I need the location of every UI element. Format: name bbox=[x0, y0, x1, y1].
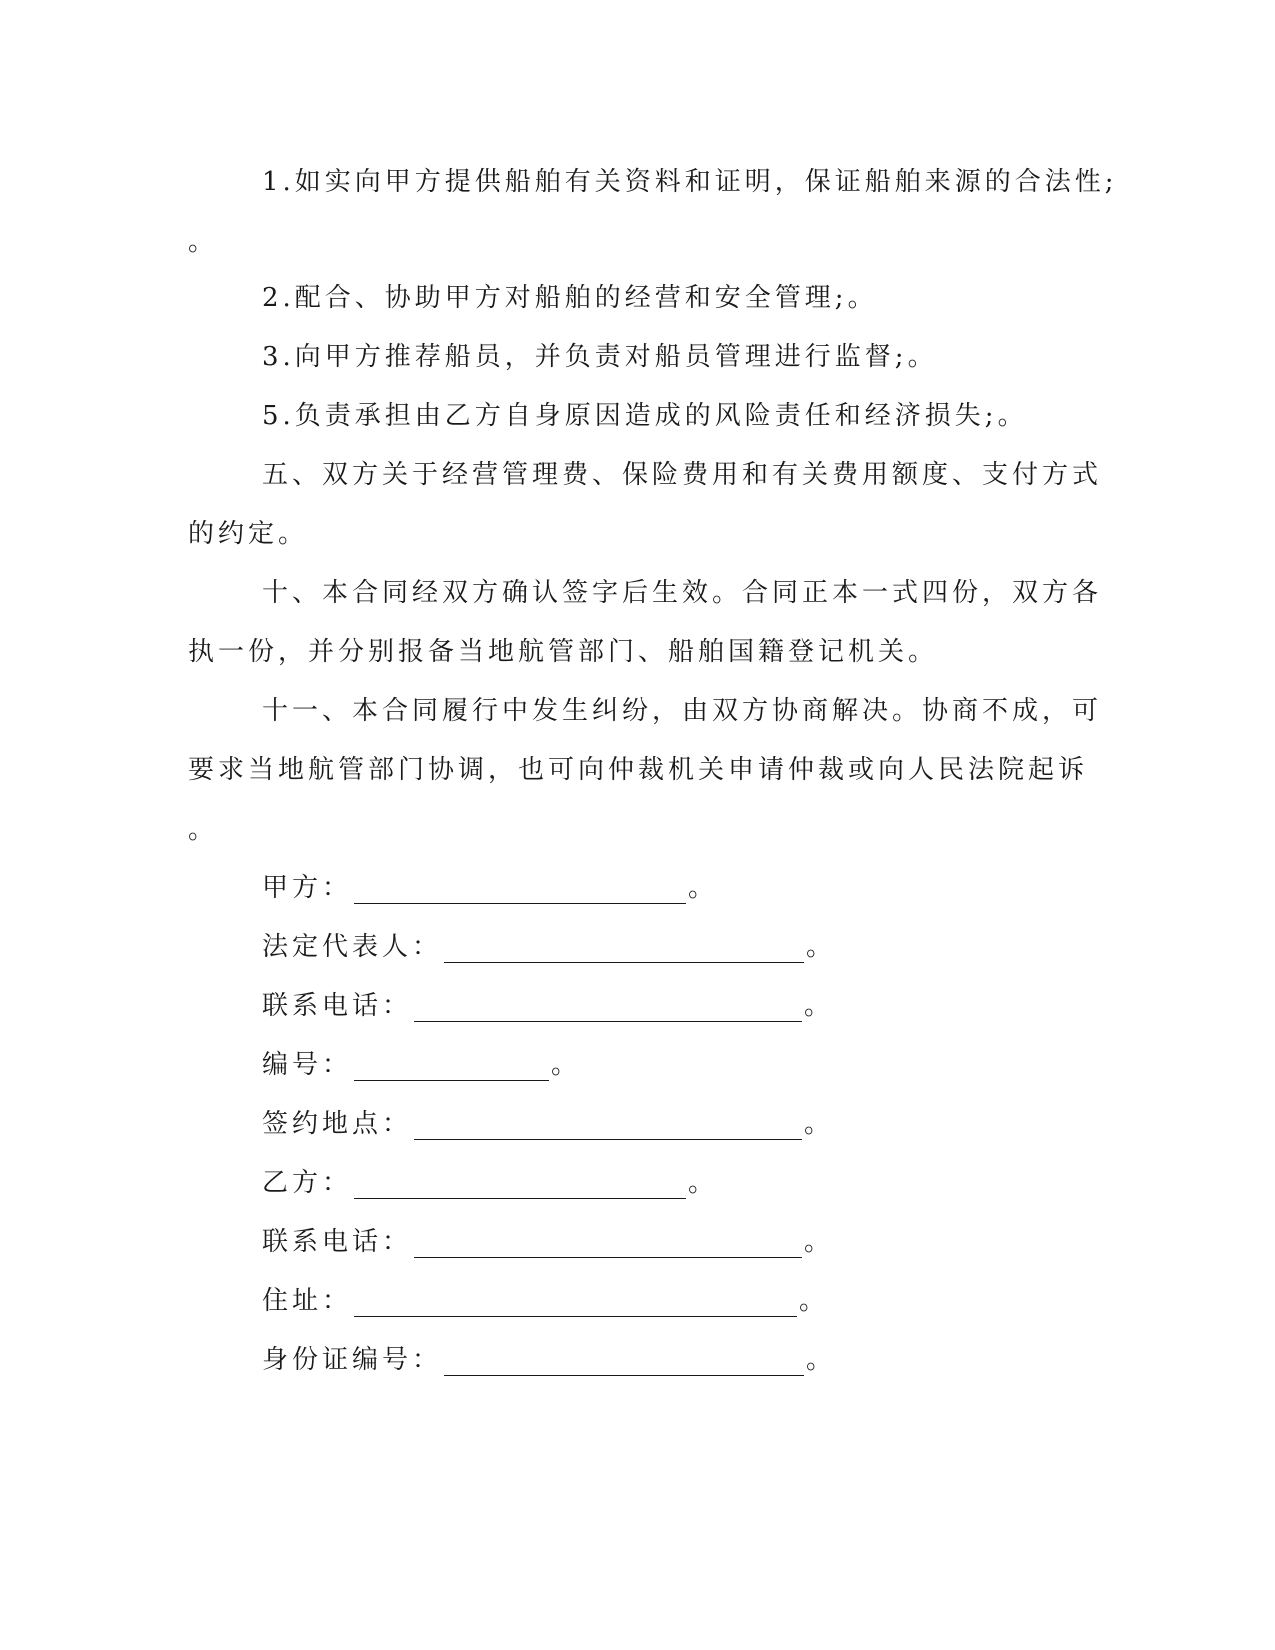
field-end: 。 bbox=[804, 991, 835, 1021]
clause-5: 5.负责承担由乙方自身原因造成的风险责任和经济损失;。 bbox=[262, 401, 1028, 431]
field-label: 住址： bbox=[262, 1286, 353, 1316]
field-address bbox=[262, 1281, 1142, 1321]
field-end: 。 bbox=[804, 1227, 835, 1257]
field-end: 。 bbox=[551, 1050, 582, 1080]
clause-1-line-2: 。 bbox=[188, 227, 219, 257]
section-5-line-1: 五、双方关于经营管理费、保险费用和有关费用额度、支付方式 bbox=[262, 460, 1103, 490]
field-label: 甲方： bbox=[262, 873, 353, 903]
section-11-line-1: 十一、本合同履行中发生纠纷，由双方协商解决。协商不成，可 bbox=[262, 696, 1103, 726]
field-legal-representative bbox=[262, 927, 1142, 967]
field-phone-b bbox=[262, 1222, 1142, 1262]
section-10-line-1: 十、本合同经双方确认签字后生效。合同正本一式四份，双方各 bbox=[262, 578, 1103, 608]
field-end: 。 bbox=[804, 1109, 835, 1139]
field-party-a bbox=[262, 868, 1142, 908]
fill-blank[interactable] bbox=[444, 932, 804, 963]
field-label: 身份证编号： bbox=[262, 1345, 443, 1375]
fill-blank[interactable] bbox=[354, 1286, 797, 1317]
fill-blank[interactable] bbox=[444, 1345, 804, 1376]
field-phone-a bbox=[262, 986, 1142, 1026]
field-label: 法定代表人： bbox=[262, 932, 443, 962]
field-end: 。 bbox=[688, 1168, 719, 1198]
field-number bbox=[262, 1045, 1142, 1085]
fill-blank[interactable] bbox=[354, 1168, 686, 1199]
field-signing-place bbox=[262, 1104, 1142, 1144]
fill-blank[interactable] bbox=[354, 1050, 549, 1081]
section-11-line-3: 。 bbox=[188, 815, 219, 845]
clause-3: 3.向甲方推荐船员，并负责对船员管理进行监督;。 bbox=[262, 342, 938, 372]
field-label: 编号： bbox=[262, 1050, 353, 1080]
clause-1-line-1: 1.如实向甲方提供船舶有关资料和证明，保证船舶来源的合法性; bbox=[262, 167, 1118, 197]
fill-blank[interactable] bbox=[414, 1109, 802, 1140]
section-5-line-2: 的约定。 bbox=[188, 519, 309, 549]
field-label: 乙方： bbox=[262, 1168, 353, 1198]
field-end: 。 bbox=[806, 1345, 837, 1375]
field-end: 。 bbox=[688, 873, 719, 903]
fill-blank[interactable] bbox=[414, 991, 802, 1022]
field-id-number bbox=[262, 1340, 1142, 1380]
section-10-line-2: 执一份，并分别报备当地航管部门、船舶国籍登记机关。 bbox=[188, 637, 939, 667]
section-11-line-2: 要求当地航管部门协调，也可向仲裁机关申请仲裁或向人民法院起诉 bbox=[188, 755, 1089, 785]
field-label: 联系电话： bbox=[262, 991, 413, 1021]
clause-2: 2.配合、协助甲方对船舶的经营和安全管理;。 bbox=[262, 283, 878, 313]
field-end: 。 bbox=[799, 1286, 830, 1316]
fill-blank[interactable] bbox=[354, 873, 686, 904]
field-label: 签约地点： bbox=[262, 1109, 413, 1139]
field-party-b bbox=[262, 1163, 1142, 1203]
field-label: 联系电话： bbox=[262, 1227, 413, 1257]
fill-blank[interactable] bbox=[414, 1227, 802, 1258]
field-end: 。 bbox=[806, 932, 837, 962]
